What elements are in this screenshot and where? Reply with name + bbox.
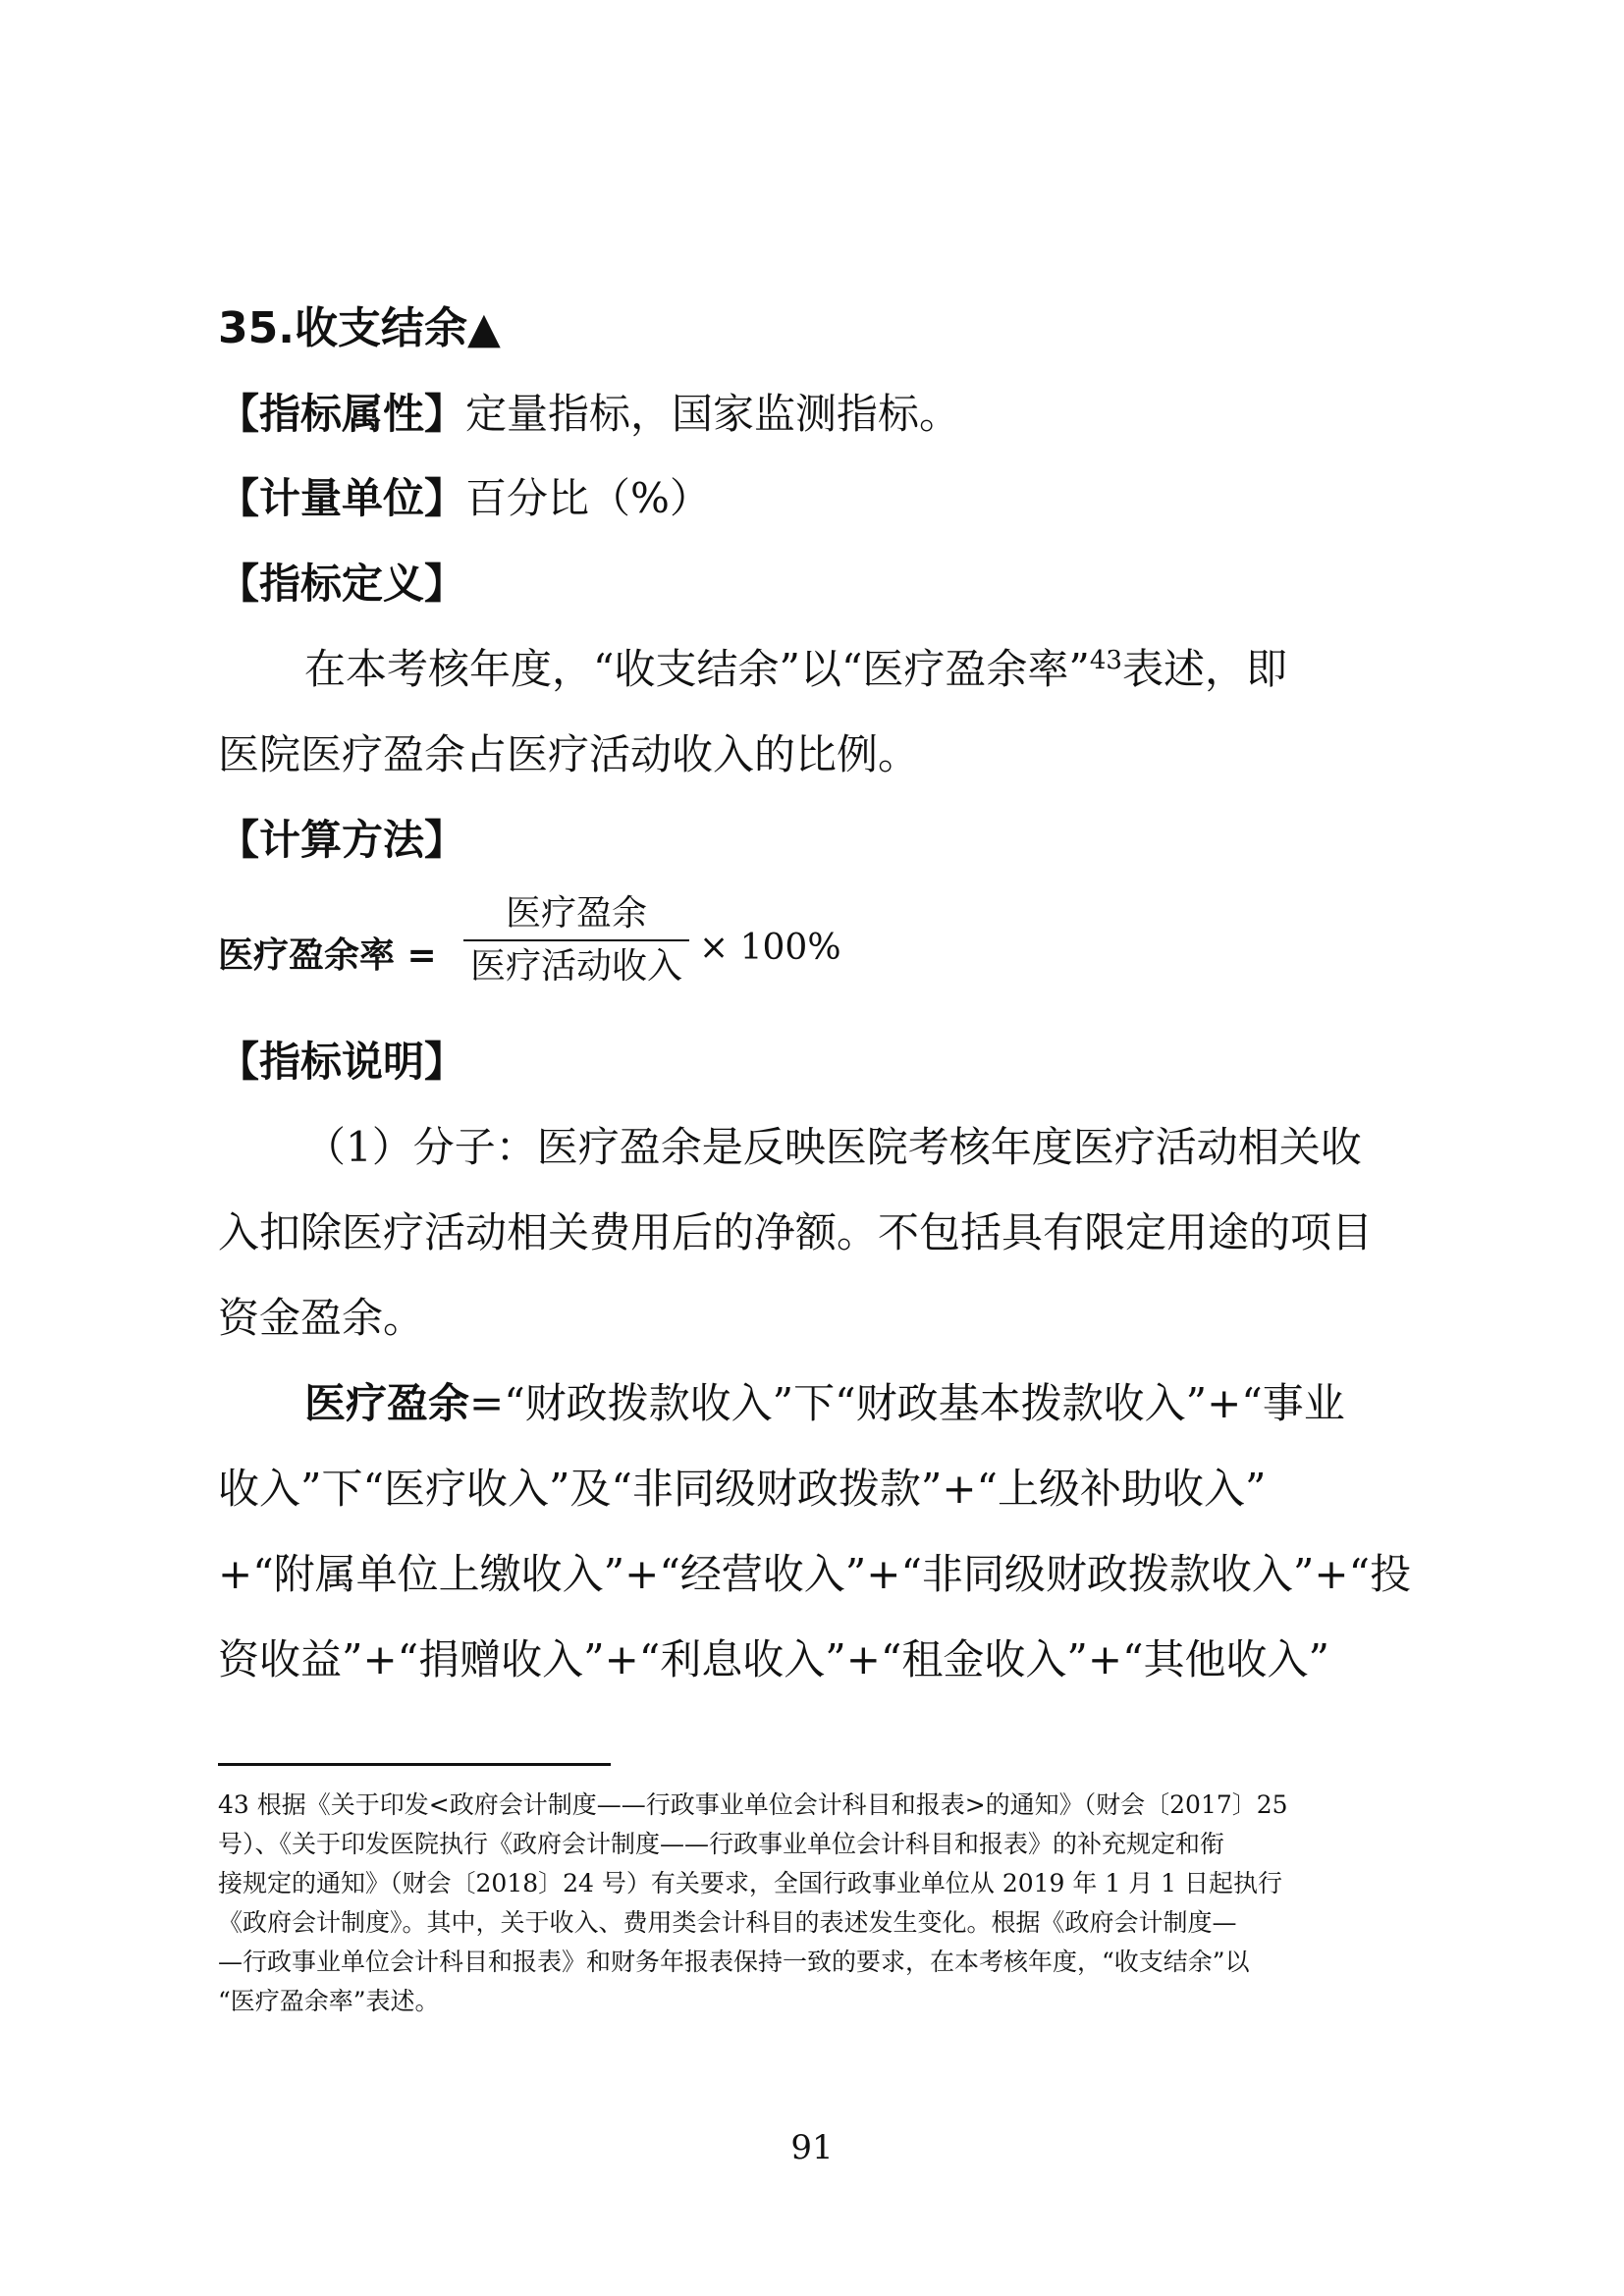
footnote-line-6: “医疗盈余率”表述。	[218, 1987, 440, 2015]
definition-text-a: 在本考核年度，“收支结余”以“医疗盈余率”	[304, 645, 1090, 693]
footnote-line-4: 《政府会计制度》。其中，关于收入、费用类会计科目的表述发生变化。根据《政府会计制度—	[218, 1908, 1237, 1937]
formula-numerator: 医疗盈余	[505, 893, 647, 934]
footnote-line-3: 接规定的通知》（财会〔2018〕24 号）有关要求，全国行政事业单位从 2019 年 1 月 1 日起执行	[218, 1869, 1282, 1897]
formula-lhs: 医疗盈余率 =	[218, 935, 437, 976]
formula-rhs: × 100%	[699, 928, 841, 968]
page-number: 91	[790, 2128, 834, 2167]
footnote-line-2: 号）、《关于印发医院执行《政府会计制度——行政事业单位会计科目和报表》的补充规定和衔	[218, 1830, 1225, 1858]
note-p2-line-1	[304, 1374, 1435, 1433]
note-p2-first: =“财政拨款收入”下“财政基本拨款收入”+“事业	[469, 1379, 1345, 1427]
measurement-unit	[218, 469, 1435, 528]
footnote-divider	[218, 1763, 611, 1766]
note-p1-line-2: 入扣除医疗活动相关费用后的净额。不包括具有限定用途的项目	[218, 1208, 1374, 1256]
footnote-line-1: 43 根据《关于印发<政府会计制度——行政事业单位会计科目和报表>的通知》（财会〔2017〕25	[218, 1790, 1288, 1819]
unit-label: 【计量单位】	[218, 474, 466, 522]
definition-text-b: 表述，即	[1121, 645, 1287, 693]
note-p1-line-3: 资金盈余。	[218, 1294, 425, 1342]
section-title: 35.收支结余▲	[218, 303, 501, 353]
attribute-label: 【指标属性】	[218, 390, 466, 438]
formula-fraction	[463, 888, 689, 992]
note-p1-line-1: （1）分子：医疗盈余是反映医院考核年度医疗活动相关收	[304, 1123, 1362, 1171]
indicator-attribute	[218, 385, 1435, 444]
definition-label: 【指标定义】	[218, 560, 466, 608]
notes-label: 【指标说明】	[218, 1038, 466, 1086]
definition-line-2: 医院医疗盈余占医疗活动收入的比例。	[218, 730, 920, 778]
attribute-value: 定量指标，国家监测指标。	[465, 390, 961, 438]
definition-line-1	[304, 640, 1435, 699]
unit-value: 百分比（%）	[465, 474, 711, 522]
formula-denominator: 医疗活动收入	[469, 946, 682, 987]
note-p2-line-3: +“附属单位上缴收入”+“经营收入”+“非同级财政拨款收入”+“投	[218, 1550, 1412, 1598]
calculation-label: 【计算方法】	[218, 816, 466, 864]
note-p2-line-2: 收入”下“医疗收入”及“非同级财政拨款”+“上级补助收入”	[218, 1465, 1267, 1513]
note-p2-line-4: 资收益”+“捐赠收入”+“利息收入”+“租金收入”+“其他收入”	[218, 1635, 1330, 1683]
note-p2-term: 医疗盈余	[304, 1379, 470, 1427]
footnote-line-5: —行政事业单位会计科目和报表》和财务年报表保持一致的要求，在本考核年度，“收支结余”以	[218, 1948, 1250, 1976]
footnote-ref: 43	[1089, 646, 1122, 675]
